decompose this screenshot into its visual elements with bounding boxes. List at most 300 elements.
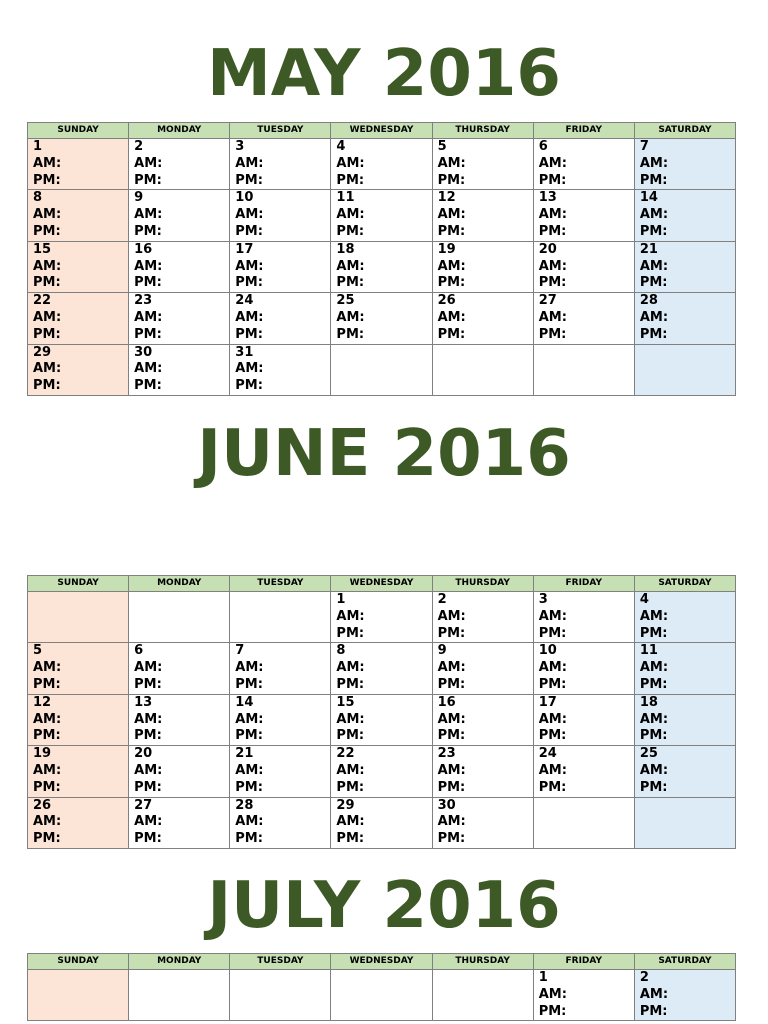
day-number: 20 [538, 241, 557, 257]
day-cell [432, 643, 533, 694]
week-row [28, 293, 736, 344]
day-number: 23 [134, 293, 153, 309]
am-label: AM: [336, 207, 365, 223]
pm-label: PM: [437, 625, 466, 641]
pm-label: PM: [437, 779, 466, 795]
day-cell [533, 190, 634, 241]
day-cell [533, 592, 634, 643]
pm-label: PM: [639, 326, 668, 342]
pm-label: PM: [538, 275, 567, 291]
day-cell [634, 970, 735, 1021]
am-label: AM: [538, 155, 567, 171]
day-number: 10 [235, 190, 254, 206]
day-cell [634, 592, 735, 643]
pm-label: PM: [538, 728, 567, 744]
am-label: AM: [639, 258, 669, 274]
weekday-header: FRIDAY [533, 123, 634, 139]
pm-label: PM: [33, 172, 61, 188]
day-cell [230, 694, 331, 745]
day-cell [129, 139, 230, 190]
day-cell [28, 190, 129, 241]
am-label: AM: [437, 258, 466, 274]
weekday-header: WEDNESDAY [331, 123, 432, 139]
pm-label: PM: [639, 1003, 668, 1019]
pm-label: PM: [336, 326, 365, 342]
pm-label: PM: [538, 779, 567, 795]
pm-label: PM: [33, 223, 61, 239]
day-number: 17 [538, 694, 557, 710]
am-label: AM: [639, 660, 669, 676]
day-number: 14 [235, 694, 254, 710]
am-label: AM: [336, 814, 365, 830]
day-cell [331, 344, 432, 395]
am-label: AM: [639, 207, 669, 223]
pm-label: PM: [336, 831, 365, 847]
day-cell [634, 797, 735, 848]
am-label: AM: [235, 711, 264, 727]
day-number: 8 [33, 190, 43, 206]
weekday-header: FRIDAY [533, 954, 634, 970]
day-cell [432, 797, 533, 848]
day-cell [331, 970, 432, 1021]
pm-label: PM: [538, 326, 567, 342]
day-number: 25 [336, 293, 355, 309]
day-cell [432, 592, 533, 643]
weekday-header: THURSDAY [432, 954, 533, 970]
day-cell [129, 643, 230, 694]
pm-label: PM: [134, 326, 162, 342]
am-label: AM: [235, 361, 264, 377]
pm-label: PM: [235, 779, 263, 795]
day-number: 14 [639, 190, 658, 206]
pm-label: PM: [437, 172, 466, 188]
am-label: AM: [538, 608, 567, 624]
pm-label: PM: [336, 728, 365, 744]
am-label: AM: [437, 711, 466, 727]
am-label: AM: [336, 762, 365, 778]
day-number: 25 [639, 746, 658, 762]
pm-label: PM: [538, 625, 567, 641]
day-number: 6 [134, 643, 144, 659]
weekday-header: SATURDAY [634, 576, 735, 592]
week-row [28, 797, 736, 848]
day-number: 4 [639, 592, 649, 607]
day-number: 23 [437, 746, 456, 762]
pm-label: PM: [336, 625, 365, 641]
week-row [28, 241, 736, 292]
weekday-header: FRIDAY [533, 576, 634, 592]
am-label: AM: [235, 762, 264, 778]
day-number: 1 [33, 139, 43, 154]
weekday-header: WEDNESDAY [331, 576, 432, 592]
day-cell [432, 694, 533, 745]
day-cell [129, 293, 230, 344]
am-label: AM: [134, 155, 163, 171]
day-cell [28, 797, 129, 848]
pm-label: PM: [639, 223, 668, 239]
day-number: 18 [639, 694, 658, 710]
day-number: 12 [33, 694, 52, 710]
am-label: AM: [639, 309, 669, 325]
am-label: AM: [437, 660, 466, 676]
weekday-header-row [28, 576, 736, 592]
day-number: 3 [235, 139, 245, 154]
am-label: AM: [639, 986, 669, 1002]
am-label: AM: [235, 814, 264, 830]
am-label: AM: [437, 155, 466, 171]
am-label: AM: [639, 155, 669, 171]
week-row [28, 694, 736, 745]
pm-label: PM: [235, 172, 263, 188]
am-label: AM: [33, 814, 62, 830]
day-cell [533, 797, 634, 848]
pm-label: PM: [538, 1003, 567, 1019]
weekday-header-row [28, 123, 736, 139]
pm-label: PM: [235, 378, 263, 394]
pm-label: PM: [235, 831, 263, 847]
day-number: 16 [134, 241, 153, 257]
day-number: 17 [235, 241, 254, 257]
day-cell [331, 293, 432, 344]
day-number: 18 [336, 241, 355, 257]
day-cell [533, 139, 634, 190]
pm-label: PM: [639, 275, 668, 291]
pm-label: PM: [134, 676, 162, 692]
pm-label: PM: [134, 172, 162, 188]
day-number: 21 [639, 241, 658, 257]
day-number: 6 [538, 139, 548, 154]
day-cell [432, 139, 533, 190]
day-cell [28, 344, 129, 395]
am-label: AM: [235, 258, 264, 274]
day-number: 29 [336, 797, 355, 813]
weekday-header: WEDNESDAY [331, 954, 432, 970]
pm-label: PM: [538, 223, 567, 239]
day-cell [129, 592, 230, 643]
day-cell [634, 293, 735, 344]
am-label: AM: [33, 361, 62, 377]
pm-label: PM: [437, 676, 466, 692]
day-cell [129, 344, 230, 395]
am-label: AM: [437, 762, 466, 778]
pm-label: PM: [437, 728, 466, 744]
day-number: 2 [134, 139, 144, 154]
day-number: 13 [134, 694, 153, 710]
day-cell [533, 970, 634, 1021]
day-cell [634, 344, 735, 395]
pm-label: PM: [235, 223, 263, 239]
day-cell [331, 190, 432, 241]
pm-label: PM: [134, 223, 162, 239]
day-number: 10 [538, 643, 557, 659]
day-number: 7 [639, 139, 649, 154]
day-number: 1 [538, 970, 548, 985]
day-number: 11 [639, 643, 658, 659]
pm-label: PM: [336, 172, 365, 188]
pm-label: PM: [235, 728, 263, 744]
weekday-header: MONDAY [129, 954, 230, 970]
am-label: AM: [437, 309, 466, 325]
am-label: AM: [33, 207, 62, 223]
day-cell [230, 241, 331, 292]
pm-label: PM: [33, 676, 61, 692]
day-cell [331, 797, 432, 848]
pm-label: PM: [235, 275, 263, 291]
am-label: AM: [235, 207, 264, 223]
day-cell [230, 344, 331, 395]
weekday-header: SATURDAY [634, 123, 735, 139]
day-cell [634, 746, 735, 797]
am-label: AM: [33, 762, 62, 778]
day-number: 5 [437, 139, 447, 154]
day-number: 16 [437, 694, 456, 710]
weekday-header: THURSDAY [432, 123, 533, 139]
am-label: AM: [134, 711, 163, 727]
am-label: AM: [437, 608, 466, 624]
month-title-may: MAY 2016 [207, 37, 561, 111]
day-number: 15 [336, 694, 355, 710]
day-cell [28, 592, 129, 643]
day-number: 9 [437, 643, 447, 659]
day-cell [432, 746, 533, 797]
weekday-header: TUESDAY [230, 954, 331, 970]
calendar-june [27, 575, 736, 849]
pm-label: PM: [33, 831, 61, 847]
day-cell [28, 241, 129, 292]
day-number: 27 [538, 293, 557, 309]
am-label: AM: [134, 207, 163, 223]
am-label: AM: [336, 309, 365, 325]
pm-label: PM: [538, 172, 567, 188]
am-label: AM: [538, 660, 567, 676]
day-number: 20 [134, 746, 153, 762]
day-cell [28, 643, 129, 694]
am-label: AM: [538, 207, 567, 223]
am-label: AM: [538, 986, 567, 1002]
am-label: AM: [336, 155, 365, 171]
am-label: AM: [336, 660, 365, 676]
month-title-july: JULY 2016 [207, 869, 561, 943]
weekday-header: SATURDAY [634, 954, 735, 970]
day-cell [230, 970, 331, 1021]
am-label: AM: [235, 660, 264, 676]
am-label: AM: [134, 814, 163, 830]
day-cell [129, 746, 230, 797]
day-number: 3 [538, 592, 548, 607]
pm-label: PM: [336, 676, 365, 692]
weekday-header: THURSDAY [432, 576, 533, 592]
day-cell [533, 241, 634, 292]
am-label: AM: [235, 155, 264, 171]
am-label: AM: [639, 762, 669, 778]
day-cell [331, 746, 432, 797]
pm-label: PM: [134, 831, 162, 847]
pm-label: PM: [437, 223, 466, 239]
day-number: 28 [235, 797, 254, 813]
pm-label: PM: [639, 625, 668, 641]
pm-label: PM: [33, 326, 61, 342]
day-cell [230, 293, 331, 344]
weekday-header: TUESDAY [230, 576, 331, 592]
week-row [28, 592, 736, 643]
pm-label: PM: [134, 728, 162, 744]
week-row [28, 746, 736, 797]
am-label: AM: [538, 258, 567, 274]
am-label: AM: [134, 361, 163, 377]
pm-label: PM: [639, 172, 668, 188]
day-number: 27 [134, 797, 153, 813]
day-cell [331, 592, 432, 643]
day-number: 28 [639, 293, 658, 309]
pm-label: PM: [336, 223, 365, 239]
am-label: AM: [134, 258, 163, 274]
pm-label: PM: [437, 326, 466, 342]
day-cell [129, 190, 230, 241]
day-cell [533, 293, 634, 344]
day-number: 1 [336, 592, 346, 607]
day-number: 15 [33, 241, 52, 257]
weekday-header: SUNDAY [28, 954, 129, 970]
day-cell [230, 592, 331, 643]
day-cell [129, 241, 230, 292]
day-cell [28, 139, 129, 190]
day-number: 30 [134, 344, 153, 360]
day-cell [28, 746, 129, 797]
am-label: AM: [336, 608, 365, 624]
day-number: 2 [437, 592, 447, 607]
pm-label: PM: [33, 275, 61, 291]
day-cell [634, 190, 735, 241]
day-number: 2 [639, 970, 649, 985]
pm-label: PM: [235, 676, 263, 692]
am-label: AM: [33, 309, 62, 325]
day-number: 12 [437, 190, 456, 206]
am-label: AM: [538, 711, 567, 727]
day-cell [331, 241, 432, 292]
day-number: 24 [235, 293, 254, 309]
calendar-july [27, 953, 736, 1021]
pm-label: PM: [639, 676, 668, 692]
day-cell [331, 139, 432, 190]
am-label: AM: [336, 258, 365, 274]
weekday-header: MONDAY [129, 576, 230, 592]
am-label: AM: [538, 309, 567, 325]
day-cell [432, 344, 533, 395]
pm-label: PM: [134, 378, 162, 394]
pm-label: PM: [437, 275, 466, 291]
week-row [28, 344, 736, 395]
am-label: AM: [639, 711, 669, 727]
day-number: 30 [437, 797, 456, 813]
day-cell [432, 190, 533, 241]
day-number: 11 [336, 190, 355, 206]
week-row [28, 190, 736, 241]
day-number: 19 [437, 241, 456, 257]
day-number: 24 [538, 746, 557, 762]
day-number: 4 [336, 139, 346, 154]
day-cell [634, 139, 735, 190]
pm-label: PM: [336, 779, 365, 795]
day-cell [129, 970, 230, 1021]
day-cell [634, 694, 735, 745]
week-row [28, 139, 736, 190]
weekday-header: MONDAY [129, 123, 230, 139]
weekday-header: SUNDAY [28, 576, 129, 592]
day-number: 29 [33, 344, 52, 360]
week-row [28, 643, 736, 694]
day-cell [230, 643, 331, 694]
pm-label: PM: [33, 779, 61, 795]
day-number: 5 [33, 643, 43, 659]
am-label: AM: [33, 155, 62, 171]
pm-label: PM: [639, 728, 668, 744]
am-label: AM: [538, 762, 567, 778]
day-number: 13 [538, 190, 557, 206]
calendar-may [27, 122, 736, 396]
am-label: AM: [336, 711, 365, 727]
pm-label: PM: [33, 378, 61, 394]
day-number: 26 [33, 797, 52, 813]
pm-label: PM: [336, 275, 365, 291]
day-cell [533, 694, 634, 745]
day-cell [432, 293, 533, 344]
day-cell [28, 293, 129, 344]
day-cell [331, 643, 432, 694]
am-label: AM: [33, 258, 62, 274]
day-cell [634, 241, 735, 292]
day-number: 22 [33, 293, 52, 309]
day-cell [28, 694, 129, 745]
day-cell [230, 746, 331, 797]
am-label: AM: [437, 814, 466, 830]
week-row [28, 970, 736, 1021]
am-label: AM: [33, 660, 62, 676]
day-number: 31 [235, 344, 254, 360]
day-cell [634, 643, 735, 694]
pm-label: PM: [33, 728, 61, 744]
day-cell [28, 970, 129, 1021]
day-cell [533, 746, 634, 797]
am-label: AM: [639, 608, 669, 624]
day-number: 21 [235, 746, 254, 762]
day-number: 9 [134, 190, 144, 206]
day-number: 22 [336, 746, 355, 762]
day-number: 19 [33, 746, 52, 762]
am-label: AM: [134, 660, 163, 676]
day-cell [533, 643, 634, 694]
day-cell [432, 241, 533, 292]
day-cell [230, 139, 331, 190]
am-label: AM: [33, 711, 62, 727]
am-label: AM: [437, 207, 466, 223]
day-cell [129, 694, 230, 745]
weekday-header-row [28, 954, 736, 970]
pm-label: PM: [134, 779, 162, 795]
day-number: 7 [235, 643, 245, 659]
weekday-header: TUESDAY [230, 123, 331, 139]
day-cell [230, 190, 331, 241]
weekday-header: SUNDAY [28, 123, 129, 139]
am-label: AM: [134, 762, 163, 778]
day-number: 8 [336, 643, 346, 659]
pm-label: PM: [538, 676, 567, 692]
day-cell [230, 797, 331, 848]
day-cell [533, 344, 634, 395]
month-title-june: JUNE 2016 [197, 417, 571, 491]
day-cell [129, 797, 230, 848]
day-number: 26 [437, 293, 456, 309]
pm-label: PM: [134, 275, 162, 291]
